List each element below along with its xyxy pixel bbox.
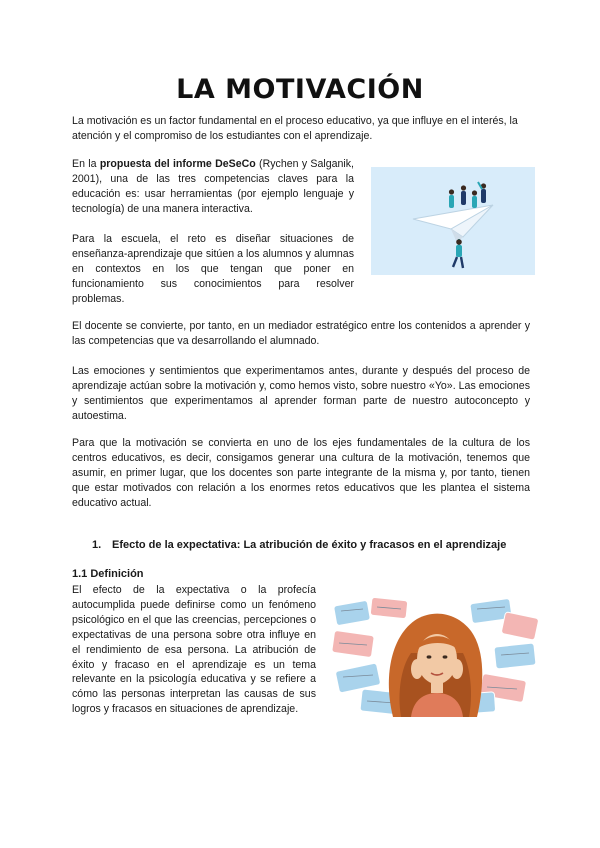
- docente-paragraph: El docente se convierte, por tanto, en un mediador estratégico entre los contenidos a aprender y las competencias que va desarrollando el alumnado.: [72, 320, 530, 347]
- section-title: Efecto de la expectativa: La atribución de éxito y fracasos en el aprendizaje: [112, 539, 507, 551]
- emociones-paragraph: Las emociones y sentimientos que experimentamos antes, durante y después del proceso de aprendizaje actúan sobre la motivación y, como hemos visto, sobre nuestro «Yo». Las emociones y sentimientos que experimentamos al aprender forman parte de nuestro autoconcepto y autoestima.: [72, 365, 530, 422]
- section-number: 1.: [92, 539, 102, 551]
- intro-paragraph: La motivación es un factor fundamental en el proceso educativo, ya que influye en el interés, la atención y el compromiso de los estudiantes con el aprendizaje.: [72, 115, 518, 142]
- labels-woman-illustration: [331, 597, 539, 717]
- cultura-paragraph: Para que la motivación se convierta en uno de los ejes fundamentales de la cultura de los centros educativos, es decir, consigamos generar una cultura de la motivación, tenemos que asumir, en primer lugar, que los docentes son parte integrante de la misma y, por tanto, tienen que estar motivados con relación a los enormes retos educativos que les plantea el sistema educativo actual.: [72, 437, 530, 509]
- deseco-prefix: En la: [72, 158, 100, 170]
- deseco-bold: propuesta del informe DeSeCo: [99, 158, 256, 170]
- paper-plane-illustration: [371, 167, 535, 275]
- subsection-heading: 1.1 Definición: [72, 568, 144, 580]
- page-title: LA MOTIVACIÓN: [176, 74, 424, 105]
- section-heading: [92, 539, 506, 551]
- deseco-paragraph: [72, 157, 354, 217]
- escuela-paragraph: Para la escuela, el reto es diseñar situaciones de enseñanza-aprendizaje que sitúen a los alumnos y alumnas en contextos en los que tengan que poner en funcionamiento sus conocimientos para resolver problemas.: [72, 233, 354, 305]
- definition-paragraph: El efecto de la expectativa o la profecía autocumplida puede definirse como un fenómeno psicológico en el que las creencias, percepciones o expectativas de una persona sobre otra influye en el rendimiento de esa persona. La atribución de éxito y fracaso en el aprendizaje es un tema relevante en la psicología educativa y se refiere a cómo las personas interpretan las causas de sus logros y fracasos en situaciones de aprendizaje.: [72, 584, 316, 716]
- deseco-suffix: (Rychen y Salganik, 2001), una de las tres competencias claves para la educación es: usar herramientas (por ejemplo lenguaje y tecnología) de una manera interactiva.: [72, 158, 354, 215]
